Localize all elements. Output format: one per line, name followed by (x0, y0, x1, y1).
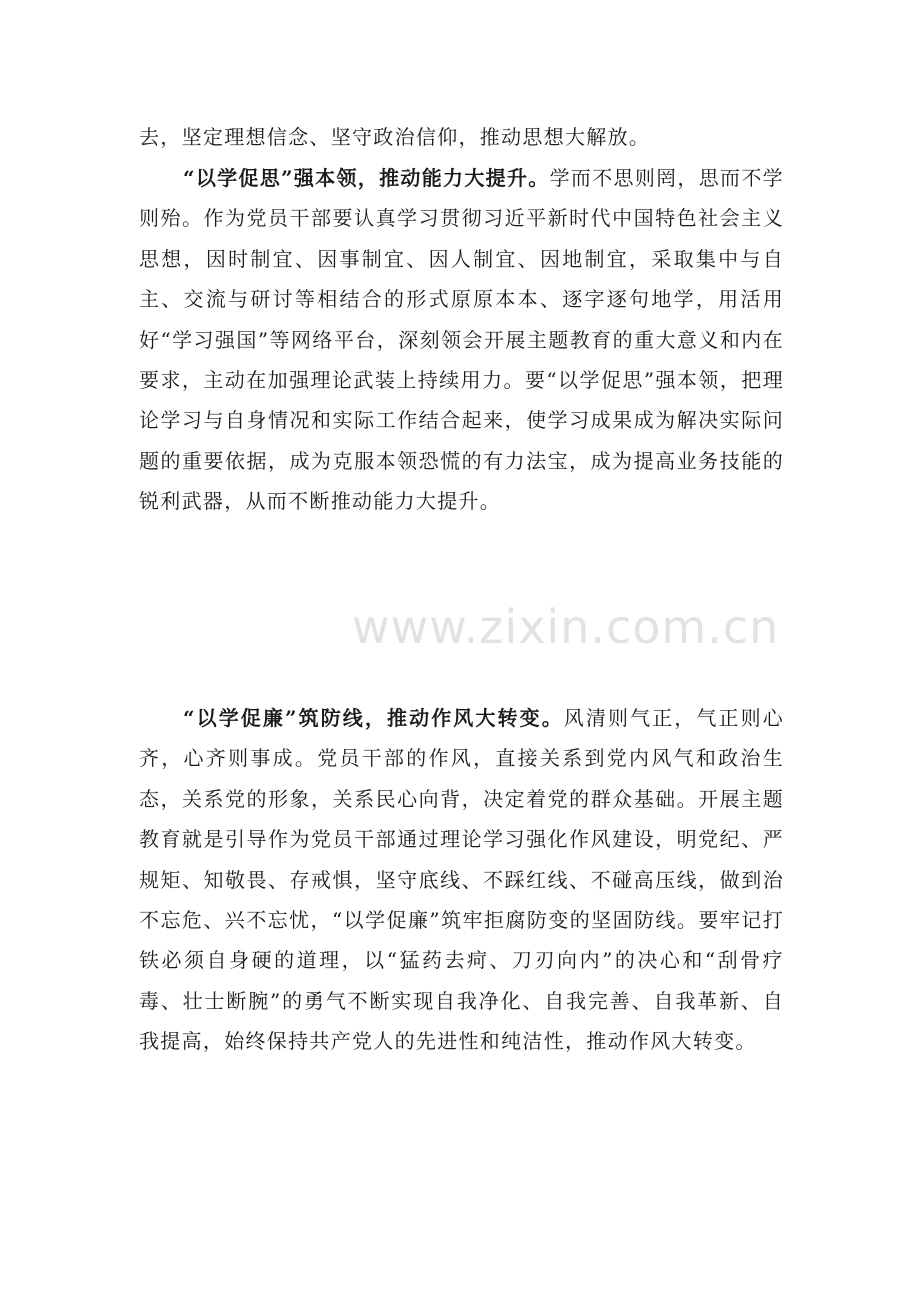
paragraph-body: 风清则气正，气正则心齐，心齐则事成。党员干部的作风，直接关系到党内风气和政治生态，关系党的形象，关系民心向背，决定着党的群众基础。开展主题教育就是引导作为党员干部通过理论学习强化作风建设，明党纪、严规矩、知敬畏、存戒惧，坚守底线、不踩红线、不碰高压线，做到治不忘危、兴不忘忧，“以学促廉”筑牢拒腐防变的坚固防线。要牢记打铁必须自身硬的道理，以“猛药去疴、刀刃向内”的决心和“刮骨疗毒、壮士断腕”的勇气不断实现自我净化、自我完善、自我革新、自我提高，始终保持共产党人的先进性和纯洁性，推动作风大转变。 (139, 706, 784, 1054)
watermark: www.zixin.com.cn (352, 600, 780, 654)
paragraph-body: 学而不思则罔，思而不学则殆。作为党员干部要认真学习贯彻习近平新时代中国特色社会主义思想，因时制宜、因事制宜、因人制宜、因地制宜，采取集中与自主、交流与研讨等相结合的形式原原本本、逐字逐句地学，用活用好“学习强国”等网络平台，深刻领会开展主题教育的重大意义和内在要求，主动在加强理论武装上持续用力。要“以学促思”强本领，把理论学习与自身情况和实际工作结合起来，使学习成果成为解决实际问题的重要依据，成为克服本领恐慌的有力法宝，成为提高业务技能的锐利武器，从而不断推动能力大提升。 (139, 166, 784, 514)
continuation-paragraph: 去，坚定理想信念、坚守政治信仰，推动思想大解放。 (139, 125, 651, 149)
paragraph-integrity (139, 698, 784, 1062)
paragraph-heading: “以学促思”强本领，推动能力大提升。 (183, 166, 550, 190)
paragraph-ability (139, 158, 784, 522)
paragraph-heading: “以学促廉”筑防线，推动作风大转变。 (183, 706, 564, 730)
